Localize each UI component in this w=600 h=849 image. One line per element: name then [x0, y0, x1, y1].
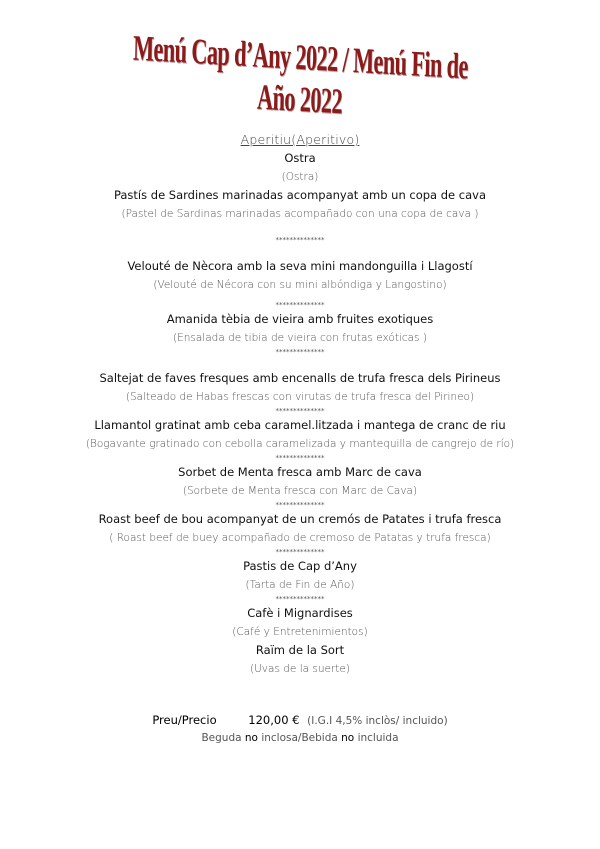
- dish-ostra-es: (Ostra): [281, 171, 319, 183]
- dish-ostra-ca: Ostra: [284, 151, 316, 165]
- drinks-no: no: [341, 732, 355, 744]
- separator: **************: [275, 501, 325, 509]
- drinks-no: no: [244, 732, 258, 744]
- drinks-text: Beguda: [201, 732, 245, 744]
- dish-sorbet-es: (Sorbete de Menta fresca con Marc de Cava): [182, 485, 418, 497]
- section-heading-aperitiu: Aperitiu(Aperitivo): [240, 132, 360, 147]
- dish-cafe-es: (Café y Entretenimientos): [232, 626, 368, 638]
- dish-sorbet-ca: Sorbet de Menta fresca amb Marc de cava: [178, 465, 422, 479]
- dish-roast-ca: Roast beef de bou acompanyat de un cremós de Patates i trufa fresca: [98, 512, 502, 526]
- dish-amanida-es: (Ensalada de tibia de vieira con frutas exóticas ): [173, 332, 427, 344]
- price-tax-note: (I.G.I 4,5% inclòs/ incluido): [307, 715, 448, 727]
- spacer: [0, 357, 600, 369]
- dish-roast-es: ( Roast beef de buey acompañado de cremoso de Patatas y trufa fresca): [109, 532, 491, 544]
- dish-llamantol-ca: Llamantol gratinat amb ceba caramel.litzada i mantega de cranc de riu: [94, 418, 506, 432]
- dish-raim-ca: Raïm de la Sort: [255, 643, 345, 657]
- drinks-text: inclosa/Bebida: [257, 732, 342, 744]
- dish-saltejat-es: (Salteado de Habas frescas con virutas de trufa fresca del Pirineo): [125, 391, 475, 403]
- dish-pastis-capdany-es: (Tarta de Fin de Año): [245, 579, 355, 591]
- menu-list: [0, 131, 600, 678]
- dish-saltejat-ca: Saltejat de faves fresques amb encenalls de trufa fresca dels Pirineus: [99, 371, 501, 385]
- separator: **************: [275, 236, 325, 244]
- separator: **************: [275, 548, 325, 556]
- dish-amanida-ca: Amanida tèbia de vieira amb fruites exotiques: [166, 312, 434, 326]
- drinks-text: incluida: [354, 732, 399, 744]
- menu-title: Menú Cap d’Any 2022 / Menú Fin de Año 2022: [132, 27, 469, 122]
- dish-pastis-sardines-ca: Pastís de Sardines marinadas acompanyat amb un copa de cava: [113, 188, 487, 202]
- separator: **************: [275, 301, 325, 309]
- dish-veloute-es: (Velouté de Nécora con su mini albóndiga y Langostino): [153, 279, 447, 291]
- separator: **************: [275, 595, 325, 603]
- separator: **************: [275, 454, 325, 462]
- spacer: [0, 223, 600, 235]
- dish-pastis-capdany-ca: Pastis de Cap d’Any: [243, 559, 357, 573]
- dish-pastis-sardines-es: (Pastel de Sardinas marinadas acompañado con una copa de cava ): [121, 208, 479, 220]
- spacer: [0, 245, 600, 257]
- dish-veloute-ca: Velouté de Nècora amb la seva mini mandonguilla i Llagostí: [127, 259, 473, 273]
- separator: **************: [275, 348, 325, 356]
- dish-cafe-ca: Cafè i Mignardises: [247, 606, 353, 620]
- price-amount: 120,00 €: [248, 713, 300, 727]
- price-label: Preu/Precio: [152, 713, 217, 727]
- dish-raim-es: (Uvas de la suerte): [250, 663, 350, 675]
- drinks-note: [0, 732, 600, 744]
- price-line: [0, 713, 600, 727]
- separator: **************: [275, 407, 325, 415]
- dish-llamantol-es: (Bogavante gratinado con cebolla caramelizada y mantequilla de cangrejo de río): [85, 438, 515, 450]
